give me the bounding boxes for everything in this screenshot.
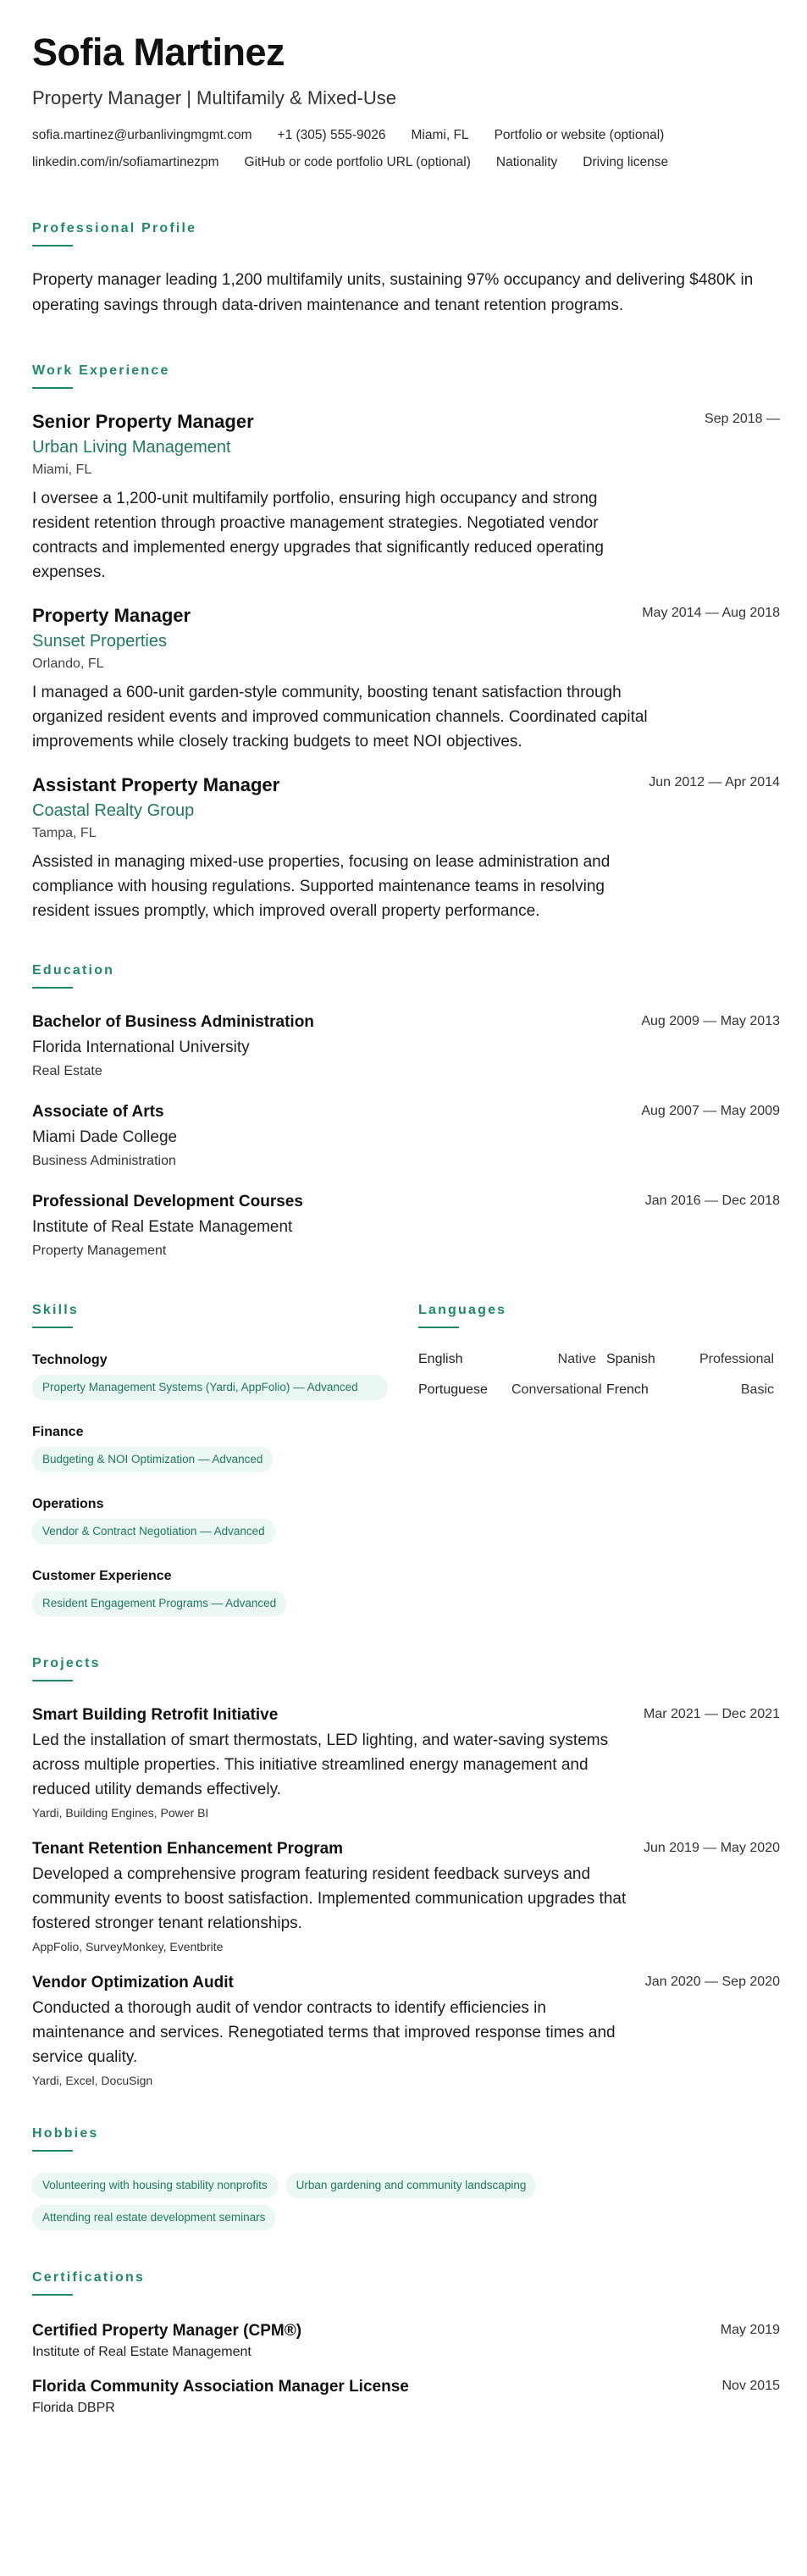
experience-role: Property Manager: [32, 605, 191, 626]
contact-linkedin[interactable]: linkedin.com/in/sofiamartinezpm: [32, 155, 219, 169]
section-title: Professional Profile: [32, 221, 197, 235]
education-item: [32, 1012, 780, 1080]
section-divider: [32, 987, 73, 989]
project-dates: Mar 2021 — Dec 2021: [644, 1707, 780, 1721]
education-school: Miami Dade College: [32, 1128, 178, 1146]
project-name: Tenant Retention Enhancement Program: [32, 1840, 344, 1858]
education-item: [32, 1102, 780, 1170]
project-dates: Jun 2019 — May 2020: [644, 1841, 780, 1855]
section-title: Education: [32, 963, 115, 978]
project-item: [32, 1705, 780, 1820]
education-item: [32, 1192, 780, 1260]
experience-section: [32, 363, 780, 923]
resume-header: [32, 30, 780, 171]
project-item: [32, 1839, 780, 1954]
certification-date: Nov 2015: [721, 2379, 780, 2393]
certification-issuer: Institute of Real Estate Management: [32, 2345, 251, 2359]
section-divider: [418, 1327, 459, 1328]
experience-dates: Jun 2012 — Apr 2014: [649, 775, 780, 789]
language-list: [418, 1352, 774, 1398]
skill-list: [32, 1519, 418, 1544]
section-divider: [32, 1680, 73, 1681]
experience-company: Coastal Realty Group: [32, 801, 195, 820]
skill-category: Finance: [32, 1425, 84, 1439]
contact-phone[interactable]: +1 (305) 555-9026: [277, 128, 386, 142]
skill-tag: Budgeting & NOI Optimization — Advanced: [32, 1447, 273, 1472]
experience-location: Tampa, FL: [32, 826, 97, 840]
language-level: Basic: [740, 1382, 774, 1397]
project-description: Led the installation of smart thermostats, LED lighting, and water-saving systems across multiple properties. This initiative streamlined energy management and reduced utility demands effectively.: [32, 1731, 609, 1798]
certification-name: Florida Community Association Manager License: [32, 2378, 409, 2396]
education-dates: Aug 2009 — May 2013: [641, 1014, 780, 1028]
experience-dates: May 2014 — Aug 2018: [642, 606, 780, 620]
contact-list: [32, 127, 780, 171]
education-field: Business Administration: [32, 1154, 176, 1168]
experience-description: I managed a 600-unit garden-style community, boosting tenant satisfaction through organized resident events and improved communication channels. Coordinated capital improvements while closely tracking budgets to meet NOI objectives.: [32, 684, 648, 751]
language-name: English: [418, 1352, 463, 1366]
project-tools: Yardi, Excel, DocuSign: [32, 2074, 153, 2087]
section-title: Work Experience: [32, 363, 170, 378]
project-tools: AppFolio, SurveyMonkey, Eventbrite: [32, 1940, 224, 1953]
projects-section: [32, 1655, 780, 2088]
skill-list: [32, 1375, 418, 1400]
skills-section: [32, 1302, 418, 1616]
section-divider: [32, 1327, 73, 1328]
experience-dates: Sep 2018 —: [705, 412, 780, 426]
language-level: Native: [557, 1352, 596, 1366]
education-dates: Aug 2007 — May 2009: [641, 1104, 780, 1118]
language-name: Spanish: [606, 1352, 655, 1366]
contact-location: Miami, FL: [411, 128, 469, 142]
experience-description: Assisted in managing mixed-use properties, focusing on lease administration and compliance with housing regulations. Supported maintenance teams in resolving resident issues promptly, which improved overall property performance.: [32, 853, 611, 920]
section-divider: [32, 387, 73, 389]
skill-tag: Vendor & Contract Negotiation — Advanced: [32, 1519, 275, 1544]
project-description: Developed a comprehensive program featuring resident feedback surveys and community events to boost satisfaction. Implemented communication upgrades that fostered stronger tenant relationships.: [32, 1865, 627, 1932]
experience-item: [32, 410, 780, 584]
experience-role: Assistant Property Manager: [32, 774, 280, 795]
language-name: Portuguese: [418, 1382, 488, 1397]
experience-company: Sunset Properties: [32, 632, 167, 651]
skill-category: Operations: [32, 1497, 104, 1511]
project-name: Vendor Optimization Audit: [32, 1974, 234, 1992]
language-level: Conversational: [511, 1382, 602, 1397]
certifications-section: [32, 2269, 780, 2418]
certification-item: [32, 2377, 780, 2418]
language-level: Professional: [699, 1352, 774, 1366]
section-title: Certifications: [32, 2270, 146, 2285]
candidate-headline: Property Manager | Multifamily & Mixed-Use: [32, 87, 396, 108]
profile-section: [32, 220, 780, 319]
skill-category: Customer Experience: [32, 1569, 172, 1583]
education-section: [32, 962, 780, 1260]
experience-location: Orlando, FL: [32, 656, 104, 671]
skills-languages-row: [32, 1302, 780, 1616]
contact-github[interactable]: GitHub or code portfolio URL (optional): [244, 155, 471, 169]
education-degree: Associate of Arts: [32, 1103, 164, 1121]
profile-summary: Property manager leading 1,200 multifamily units, sustaining 97% occupancy and delivering $480K in operating savings through data-driven maintenance and tenant retention programs.: [32, 271, 754, 314]
hobby-list: [32, 2173, 676, 2230]
project-description: Conducted a thorough audit of vendor contracts to identify efficiencies in maintenance and services. Renegotiated terms that improved response times and service quality.: [32, 1999, 616, 2066]
skill-list: [32, 1591, 418, 1616]
section-title: Languages: [418, 1303, 507, 1317]
skill-list: [32, 1447, 418, 1472]
language-name: French: [606, 1382, 649, 1397]
hobby-tag: Volunteering with housing stability nonprofits: [32, 2173, 278, 2198]
certification-date: May 2019: [720, 2323, 780, 2337]
contact-portfolio[interactable]: Portfolio or website (optional): [494, 128, 665, 142]
contact-nationality: Nationality: [495, 155, 558, 169]
contact-driving-license: Driving license: [583, 155, 669, 169]
experience-item: [32, 773, 780, 923]
skill-category: Technology: [32, 1353, 108, 1367]
project-dates: Jan 2020 — Sep 2020: [644, 1975, 780, 1989]
section-divider: [32, 2150, 73, 2152]
section-divider: [32, 245, 73, 247]
education-school: Institute of Real Estate Management: [32, 1218, 293, 1236]
experience-description: I oversee a 1,200-unit multifamily portfolio, ensuring high occupancy and strong resident retention through proactive management strategies. Negotiated vendor contracts and implemented energy upgrades that significantly reduced operating expenses.: [32, 490, 604, 581]
certification-name: Certified Property Manager (CPM®): [32, 2322, 302, 2340]
section-title: Projects: [32, 1656, 101, 1670]
section-divider: [32, 2294, 73, 2296]
education-degree: Bachelor of Business Administration: [32, 1013, 314, 1031]
education-field: Property Management: [32, 1244, 167, 1258]
experience-company: Urban Living Management: [32, 438, 231, 457]
hobby-tag: Urban gardening and community landscaping: [286, 2173, 537, 2198]
certification-item: [32, 2321, 780, 2362]
hobbies-section: [32, 2125, 780, 2230]
project-tools: Yardi, Building Engines, Power BI: [32, 1806, 209, 1820]
experience-role: Senior Property Manager: [32, 411, 254, 432]
project-item: [32, 1973, 780, 2088]
certification-issuer: Florida DBPR: [32, 2401, 115, 2415]
education-school: Florida International University: [32, 1039, 250, 1056]
section-title: Hobbies: [32, 2126, 99, 2141]
candidate-name: Sofia Martinez: [32, 30, 285, 74]
education-dates: Jan 2016 — Dec 2018: [644, 1194, 780, 1208]
skill-tag: Resident Engagement Programs — Advanced: [32, 1591, 286, 1616]
experience-location: Miami, FL: [32, 463, 92, 477]
education-field: Real Estate: [32, 1064, 102, 1078]
languages-section: [418, 1302, 774, 1616]
skill-tag: Property Management Systems (Yardi, AppFolio) — Advanced: [32, 1375, 388, 1400]
hobby-tag: Attending real estate development seminars: [32, 2205, 275, 2230]
experience-item: [32, 604, 780, 754]
section-title: Skills: [32, 1303, 80, 1317]
education-degree: Professional Development Courses: [32, 1193, 303, 1210]
contact-email[interactable]: sofia.martinez@urbanlivingmgmt.com: [32, 128, 252, 142]
project-name: Smart Building Retrofit Initiative: [32, 1706, 279, 1724]
